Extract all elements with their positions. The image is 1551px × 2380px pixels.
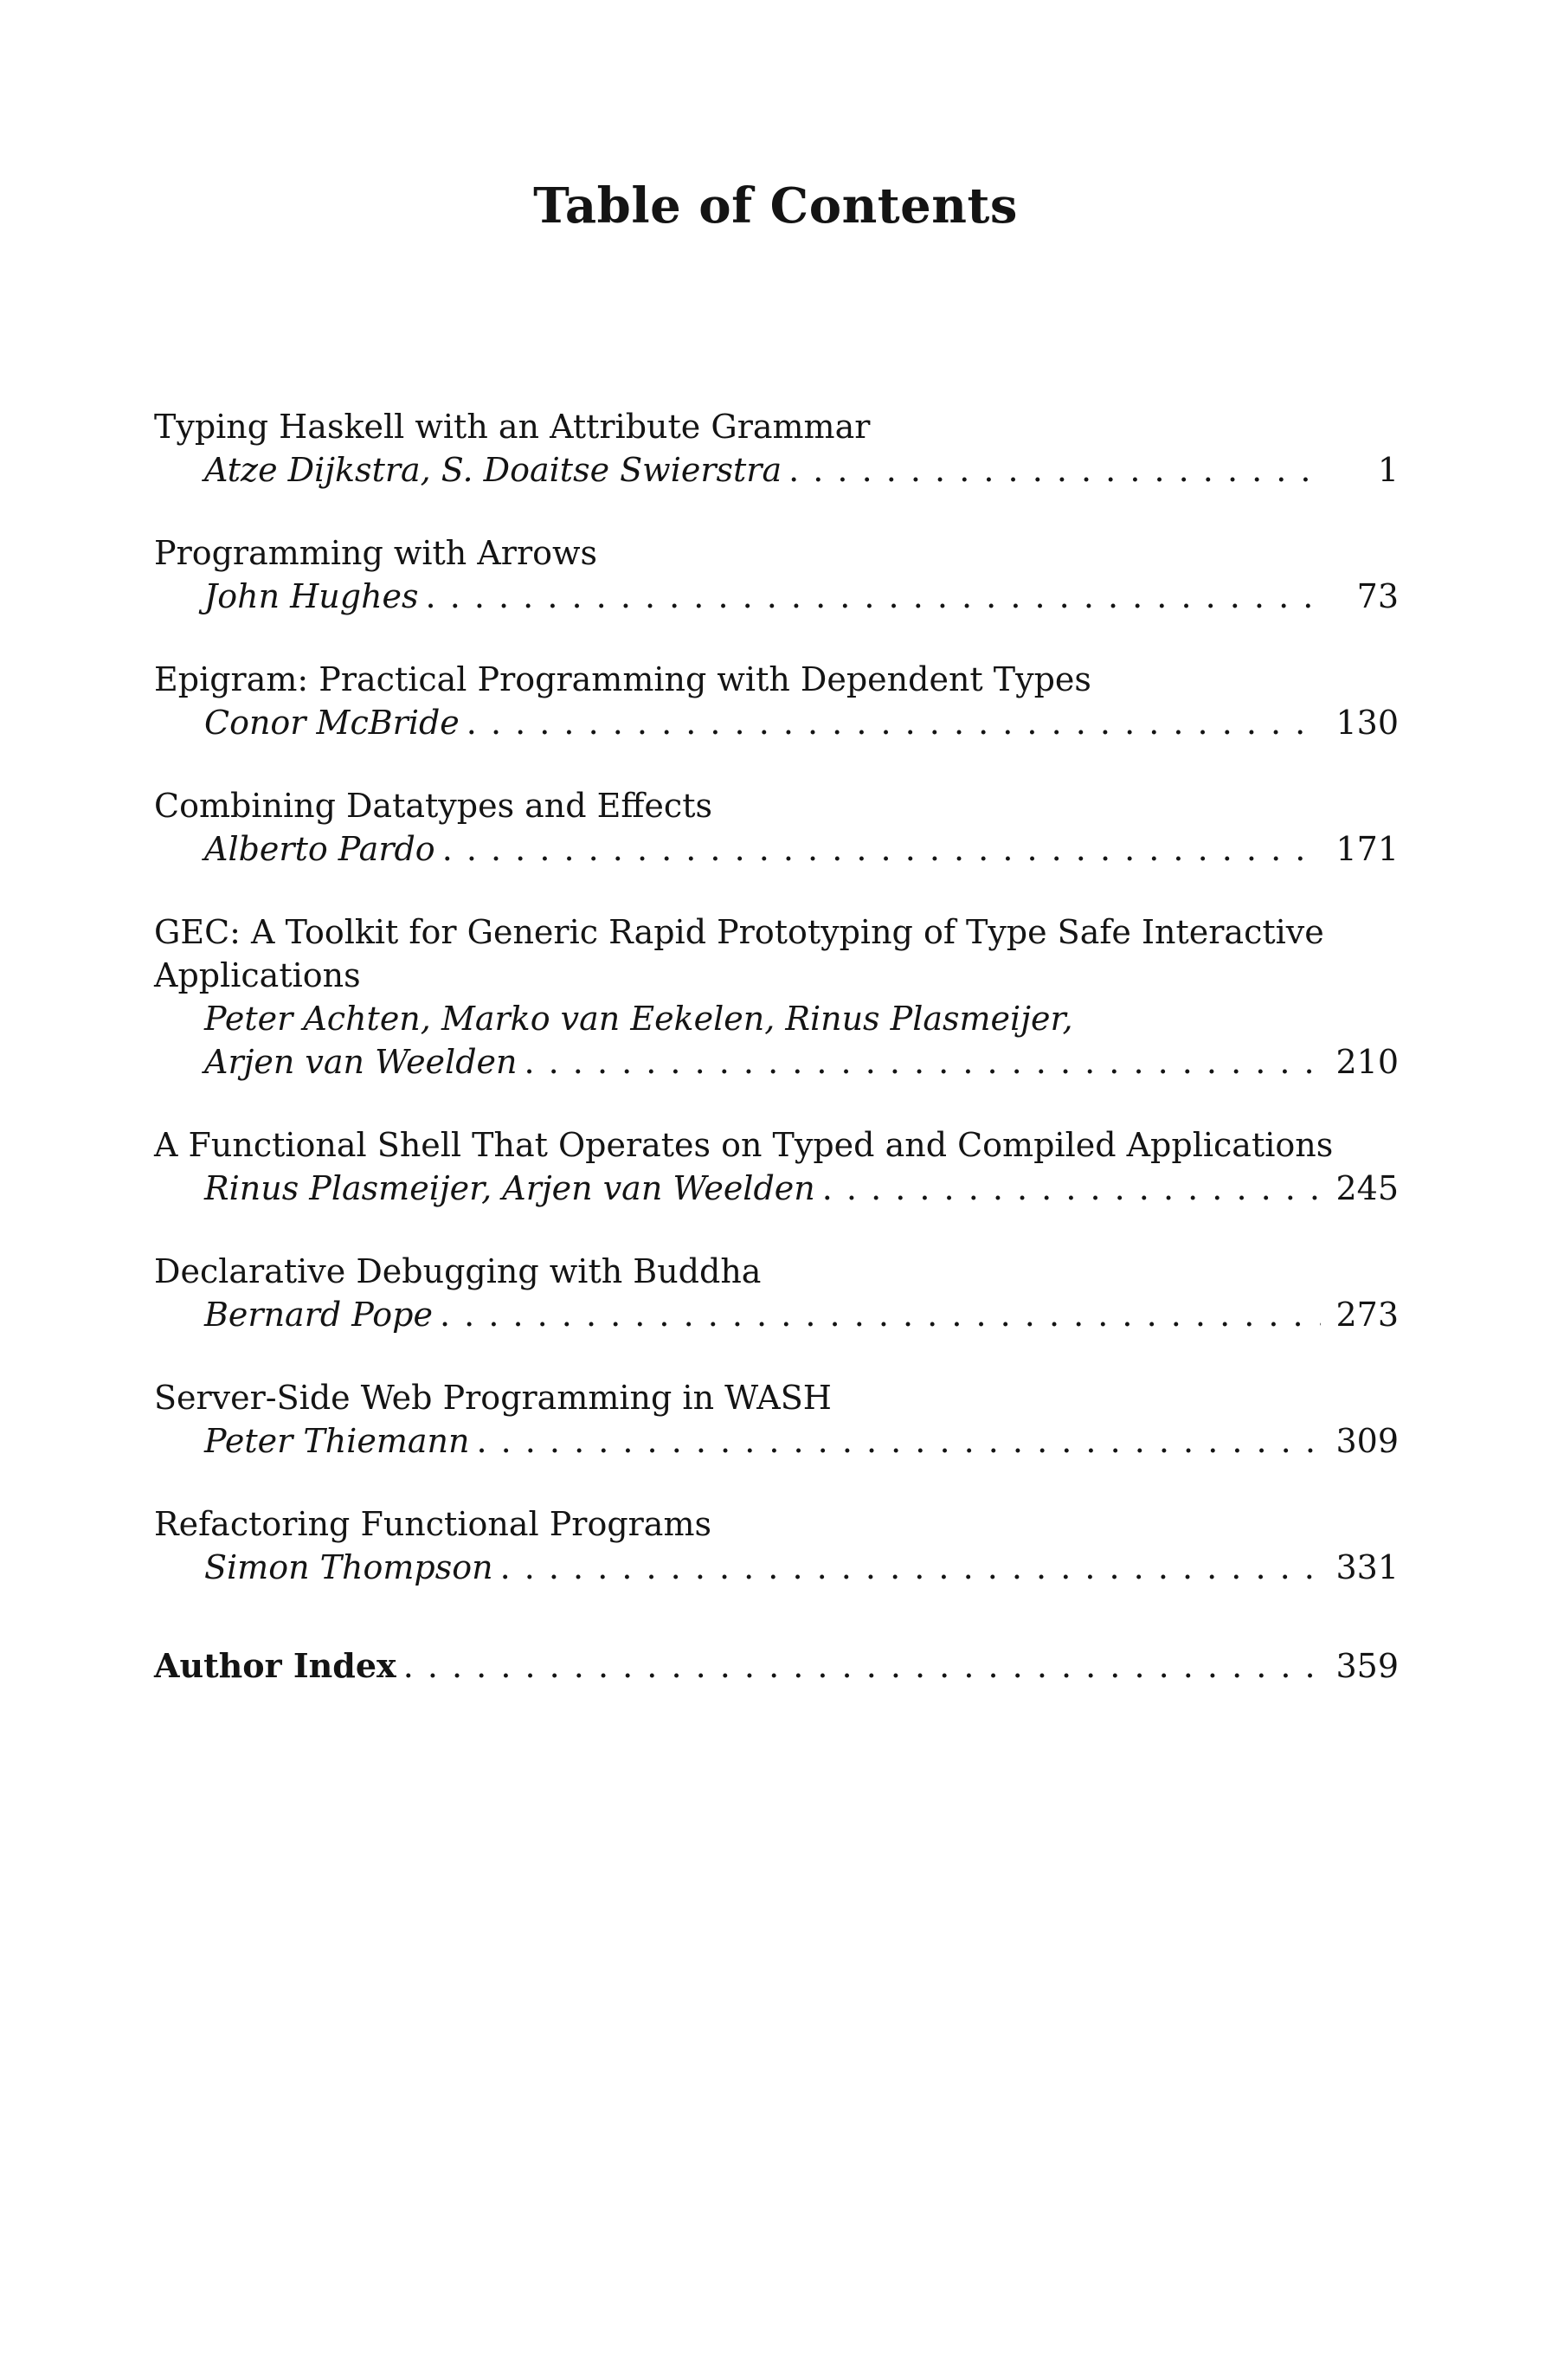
entry-author-line <box>154 701 1399 744</box>
entry-authors: Bernard Pope <box>204 1296 433 1334</box>
entry-authors: Atze Dijkstra, S. Doaitse Swierstra <box>204 451 782 489</box>
entry-authors-first-line: Peter Achten, Marko van Eekelen, Rinus Plasmeijer, <box>204 1000 1073 1038</box>
entry-page-number: 210 <box>1335 1043 1399 1081</box>
toc-entry <box>154 405 1399 492</box>
toc-entry <box>154 658 1399 744</box>
dot-leader <box>467 701 1321 744</box>
entry-authors: Simon Thompson <box>204 1548 493 1586</box>
entry-title: Programming with Arrows <box>154 534 598 572</box>
toc-entry <box>154 910 1399 1084</box>
entry-page-number: 245 <box>1335 1169 1399 1207</box>
toc-entry <box>154 784 1399 871</box>
entry-title: GEC: A Toolkit for Generic Rapid Prototyping of Type Safe Interactive Applications <box>154 913 1324 994</box>
dot-leader <box>442 827 1321 871</box>
entry-page-number: 1 <box>1377 451 1399 489</box>
entry-title: A Functional Shell That Operates on Typed and Compiled Applications <box>154 1126 1334 1164</box>
entry-title: Epigram: Practical Programming with Dependent Types <box>154 660 1091 698</box>
entry-title: Refactoring Functional Programs <box>154 1505 711 1543</box>
entry-page-number: 130 <box>1335 704 1399 742</box>
dot-leader <box>403 1644 1321 1688</box>
entry-author-line <box>154 1419 1399 1463</box>
entry-page-number: 273 <box>1335 1296 1399 1334</box>
entry-authors: Alberto Pardo <box>204 830 435 868</box>
entry-authors: Conor McBride <box>204 704 460 742</box>
entry-title: Typing Haskell with an Attribute Grammar <box>154 408 871 446</box>
dot-leader <box>440 1293 1321 1336</box>
dot-leader <box>476 1419 1321 1463</box>
author-index-line <box>154 1644 1399 1688</box>
entry-authors: Rinus Plasmeijer, Arjen van Weelden <box>204 1169 815 1207</box>
entry-author-line <box>154 448 1399 492</box>
dot-leader <box>426 575 1321 618</box>
dot-leader <box>500 1546 1321 1589</box>
toc-entry <box>154 1123 1399 1210</box>
author-index-label: Author Index <box>154 1646 396 1685</box>
entry-author-line <box>154 1546 1399 1589</box>
entry-title: Combining Datatypes and Effects <box>154 787 712 825</box>
entry-title: Declarative Debugging with Buddha <box>154 1252 762 1290</box>
entry-author-line <box>154 1293 1399 1336</box>
entry-author-line <box>154 1040 1399 1084</box>
entry-authors: Arjen van Weelden <box>204 1043 518 1081</box>
entry-authors: Peter Thiemann <box>204 1422 470 1460</box>
toc-entry <box>154 1502 1399 1589</box>
author-index-page-number: 359 <box>1335 1647 1399 1685</box>
entry-authors: John Hughes <box>204 577 419 615</box>
toc-entry <box>154 1376 1399 1463</box>
dot-leader <box>788 448 1321 492</box>
toc-entry <box>154 1250 1399 1336</box>
entry-author-line <box>154 1167 1399 1210</box>
dot-leader <box>822 1167 1321 1210</box>
table-of-contents <box>154 405 1399 1688</box>
entry-page-number: 171 <box>1335 830 1399 868</box>
entry-author-line <box>154 827 1399 871</box>
entry-page-number: 73 <box>1356 577 1399 615</box>
page-title: Table of Contents <box>533 177 1018 235</box>
entry-author-line <box>154 575 1399 618</box>
entry-title: Server-Side Web Programming in WASH <box>154 1379 832 1417</box>
entry-page-number: 331 <box>1335 1548 1399 1586</box>
toc-entry <box>154 531 1399 618</box>
entry-page-number: 309 <box>1335 1422 1399 1460</box>
dot-leader <box>524 1040 1321 1084</box>
